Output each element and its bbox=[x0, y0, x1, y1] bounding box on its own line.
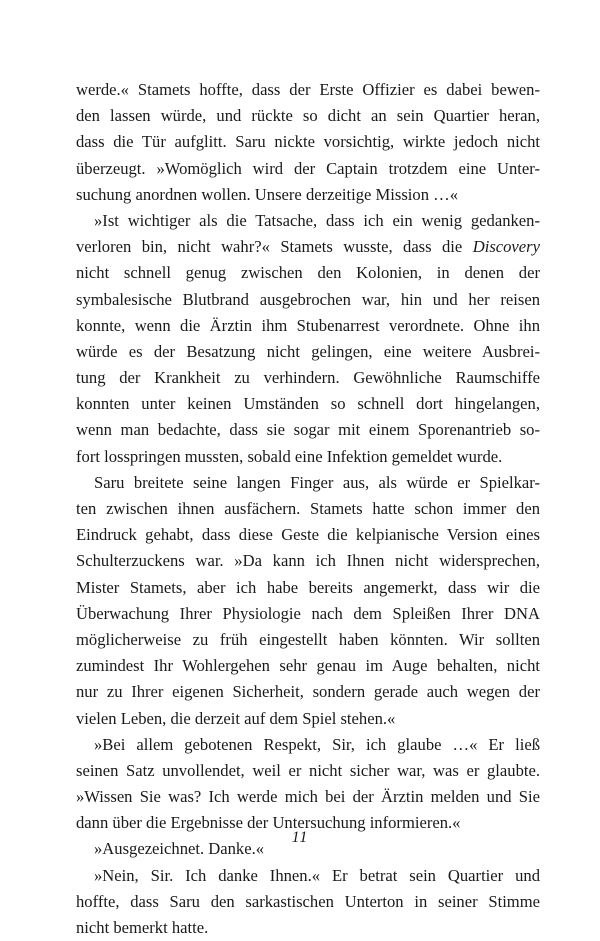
text-line: werde.« Stamets hoffte, dass der Erste Offizier es dabei bewen- bbox=[76, 80, 540, 99]
text-line: möglicherweise zu früh eingestellt haben könnten. Wir sollten bbox=[76, 629, 540, 649]
text-line: fort losspringen mussten, sobald eine Infektion gemeldet wurde. bbox=[76, 446, 503, 466]
text-line: tung der Krankheit zu verhindern. Gewöhnliche Raumschiffe bbox=[76, 368, 540, 388]
text-line: überzeugt. »Womöglich wird der Captain trotzdem eine Unter- bbox=[76, 158, 540, 178]
text-line: Eindruck gehabt, dass diese Geste die kelpianische Version eines bbox=[76, 525, 540, 545]
text-line: Saru breitete seine langen Finger aus, als würde er Spielkar- bbox=[94, 472, 540, 492]
text-line: wenn man bedachte, dass sie sogar mit einem Sporenantrieb so- bbox=[76, 420, 540, 440]
text-line: Schulterzuckens war. »Da kann ich Ihnen nicht widersprechen, bbox=[76, 551, 540, 571]
text-line: seinen Satz unvollendet, weil er nicht sicher war, was er glaubte. bbox=[76, 760, 540, 780]
text-line-with-italic bbox=[76, 234, 540, 260]
text-line: dann über die Ergebnisse der Untersuchung informieren.« bbox=[76, 813, 461, 833]
text-line: hoffte, dass Saru den sarkastischen Unterton in seiner Stimme bbox=[76, 891, 540, 911]
text-line: vielen Leben, die derzeit auf dem Spiel stehen.« bbox=[76, 708, 396, 728]
text-line: Mister Stamets, aber ich habe bereits angemerkt, dass wir die bbox=[76, 577, 540, 597]
text-line: symbalesische Blutbrand ausgebrochen war, hin und her reisen bbox=[76, 289, 540, 309]
text-line: nicht schnell genug zwischen den Kolonien, in denen der bbox=[76, 263, 540, 283]
text-segment: verloren bin, nicht wahr?« Stamets wusste, dass die bbox=[76, 237, 463, 257]
text-line: konnten unter keinen Umständen so schnell dort hingelangen, bbox=[76, 394, 540, 414]
body-text bbox=[76, 77, 540, 941]
text-line: »Ist wichtiger als die Tatsache, dass ich ein wenig gedanken- bbox=[94, 210, 540, 230]
text-line: Überwachung Ihrer Physiologie nach dem Spleißen Ihrer DNA bbox=[76, 603, 540, 623]
page-number: 11 bbox=[291, 829, 309, 846]
text-line: suchung anordnen wollen. Unsere derzeitige Mission …« bbox=[76, 184, 459, 204]
text-line: den lassen würde, und rückte so dicht an sein Quartier heran, bbox=[76, 106, 540, 126]
text-line: ten zwischen ihnen ausfächern. Stamets hatte schon immer den bbox=[76, 499, 540, 518]
text-line: »Nein, Sir. Ich danke Ihnen.« Er betrat sein Quartier und bbox=[94, 865, 540, 885]
text-line: zumindest Ihr Wohlergehen sehr genau im Auge behalten, nicht bbox=[76, 656, 540, 676]
ship-name-italic: Discovery bbox=[472, 237, 540, 257]
text-line: nicht bemerkt hatte. bbox=[76, 918, 209, 937]
text-line: »Ausgezeichnet. Danke.« bbox=[94, 839, 265, 859]
text-line: nur zu Ihrer eigenen Sicherheit, sondern gerade auch wegen der bbox=[76, 682, 540, 702]
text-line: »Wissen Sie was? Ich werde mich bei der Ärztin melden und Sie bbox=[76, 787, 540, 807]
text-line: würde es der Besatzung nicht gelingen, eine weitere Ausbrei- bbox=[76, 341, 540, 361]
text-line: konnte, wenn die Ärztin ihm Stubenarrest verordnete. Ohne ihn bbox=[76, 315, 540, 335]
text-line: »Bei allem gebotenen Respekt, Sir, ich glaube …« Er ließ bbox=[94, 734, 540, 754]
text-line: dass die Tür aufglitt. Saru nickte vorsichtig, wirkte jedoch nicht bbox=[76, 132, 540, 152]
